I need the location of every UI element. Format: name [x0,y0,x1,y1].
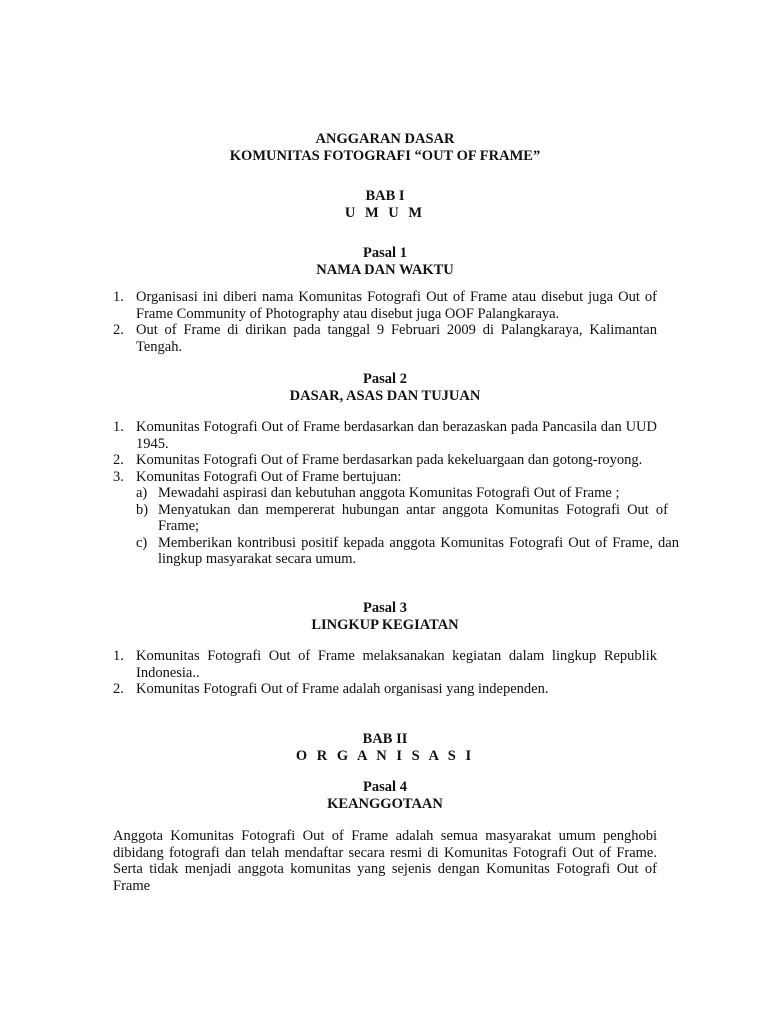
title-line-2: KOMUNITAS FOTOGRAFI “OUT OF FRAME” [229,147,541,164]
pasal3-list [113,648,657,698]
bab1-name: U M U M [344,204,426,221]
bab2-name: O R G A N I S A S I [295,747,475,764]
sub-item [113,535,679,568]
item-text: Komunitas Fotografi Out of Frame bertujuan: [136,468,402,485]
item-number: 1. [113,419,124,435]
sub-item-letter: a) [136,485,148,501]
pasal2-title: DASAR, ASAS DAN TUJUAN [289,387,481,404]
pasal4-label: Pasal 4 [363,779,407,795]
list-item [113,469,657,486]
sub-item-text: Menyatukan dan mempererat hubungan antar anggota Komunitas Fotografi Out of Frame; [158,501,668,534]
item-number: 1. [113,648,124,664]
item-text: Komunitas Fotografi Out of Frame melaksanakan kegiatan dalam lingkup Republik Indonesia.. [136,648,657,681]
list-item [113,289,657,322]
list-item [113,648,657,681]
item-number: 2. [113,452,124,468]
pasal1-title: NAMA DAN WAKTU [316,261,454,278]
pasal3-title: LINGKUP KEGIATAN [311,616,459,633]
pasal2-heading [113,371,657,404]
bab2-label: BAB II [362,731,408,747]
item-text: Komunitas Fotografi Out of Frame adalah organisasi yang independen. [136,681,549,697]
sub-item-text: Mewadahi aspirasi dan kebutuhan anggota Komunitas Fotografi Out of Frame ; [158,485,620,501]
sub-item-letter: b) [136,501,149,518]
pasal3-label: Pasal 3 [363,600,407,616]
bab2-heading [113,731,657,764]
list-item [113,452,657,469]
bab1-heading [113,188,657,221]
pasal2-label: Pasal 2 [363,371,407,387]
pasal1-label: Pasal 1 [363,245,407,261]
sub-item-text: Memberikan kontribusi positif kepada anggota Komunitas Fotografi Out of Frame, dan lingkup masyarakat secara umum. [158,534,679,567]
pasal2-list [113,419,679,568]
list-item [113,419,657,452]
bab1-label: BAB I [365,188,405,204]
list-item [113,322,657,355]
item-text: Komunitas Fotografi Out of Frame berdasarkan dan berazaskan pada Pancasila dan UUD 1945. [136,419,657,452]
item-number: 3. [113,468,124,485]
title-line-1: ANGGARAN DASAR [315,131,455,147]
sub-item [113,485,668,502]
pasal4-title: KEANGGOTAAN [327,795,443,812]
item-text: Out of Frame di dirikan pada tanggal 9 Februari 2009 di Palangkaraya, Kalimantan Tengah. [136,322,657,355]
document-title [113,131,657,164]
list-item [113,681,657,698]
pasal4-heading [113,779,657,812]
pasal1-list [113,289,657,355]
item-text: Organisasi ini diberi nama Komunitas Fotografi Out of Frame atau disebut juga Out of Frame Community of Photography atau disebut juga OOF Palangkaraya. [136,289,657,322]
item-number: 1. [113,289,124,305]
item-text: Komunitas Fotografi Out of Frame berdasarkan pada kekeluargaan dan gotong-royong. [136,452,643,468]
sub-item [113,502,668,535]
item-number: 2. [113,322,124,338]
pasal1-heading [113,245,657,278]
item-number: 2. [113,681,124,697]
pasal4-paragraph: Anggota Komunitas Fotografi Out of Frame adalah semua masyarakat umum penghobi dibidang fotografi dan telah mendaftar secara resmi di Komunitas Fotografi Out of Frame. Serta tidak menjadi anggota komunitas yang sejenis dengan Komunitas Fotografi Out of Frame [113,828,657,894]
pasal3-heading [113,600,657,633]
sub-item-letter: c) [136,534,148,551]
